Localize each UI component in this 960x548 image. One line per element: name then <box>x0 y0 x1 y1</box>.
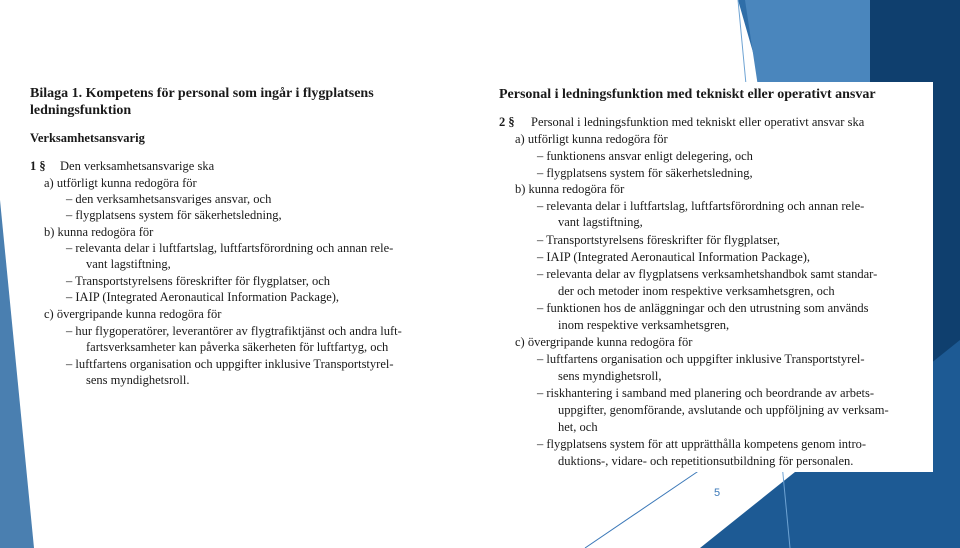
right-line: het, och <box>558 420 598 434</box>
right-line: duktions-, vidare- och repetitionsutbildning för personalen. <box>558 454 854 468</box>
page-number: 5 <box>714 487 721 499</box>
right-line: – relevanta delar i luftfartslag, luftfartsförordning och annan rele- <box>537 199 865 213</box>
right-line: – relevanta delar av flygplatsens verksamhetshandbok samt standar- <box>537 267 878 281</box>
right-line: a) utförligt kunna redogöra för <box>515 132 668 146</box>
left-line: – luftfartens organisation och uppgifter inklusive Transportstyrel- <box>66 357 394 371</box>
left-line: sens myndighetsroll. <box>86 373 190 387</box>
left-line: – flygplatsens system för säkerhetsledning, <box>66 208 282 222</box>
right-line: – Transportstyrelsens föreskrifter för flygplatser, <box>537 233 780 247</box>
left-line: b) kunna redogöra för <box>44 225 154 239</box>
right-paragraph-text: Personal i ledningsfunktion med tekniskt eller operativt ansvar ska <box>531 115 865 129</box>
right-line: sens myndighetsroll, <box>558 369 662 383</box>
right-line: uppgifter, genomförande, avslutande och uppföljning av verksam- <box>558 403 889 417</box>
left-line: vant lagstiftning, <box>86 257 171 271</box>
right-line: – funktionen hos de anläggningar och den utrustning som används <box>537 301 869 315</box>
right-paragraph-number: 2 § <box>499 115 515 129</box>
right-line: der och metoder inom respektive verksamhetsgren, och <box>558 284 835 298</box>
right-line: – funktionens ansvar enligt delegering, och <box>537 149 753 163</box>
left-line: – Transportstyrelsens föreskrifter för flygplatser, och <box>66 274 331 288</box>
left-title-line-1: Bilaga 1. Kompetens för personal som ingår i flygplatsens <box>30 86 374 101</box>
right-heading: Personal i ledningsfunktion med tekniskt eller operativt ansvar <box>499 87 876 102</box>
left-paragraph-number: 1 § <box>30 159 46 173</box>
right-line: – luftfartens organisation och uppgifter inklusive Transportstyrel- <box>537 352 865 366</box>
left-line: a) utförligt kunna redogöra för <box>44 176 197 190</box>
left-line: – hur flygoperatörer, leverantörer av flygtrafiktjänst och andra luft- <box>66 324 402 338</box>
right-line: – flygplatsens system för att upprätthålla kompetens genom intro- <box>537 437 867 451</box>
right-line: b) kunna redogöra för <box>515 182 625 196</box>
left-line: – IAIP (Integrated Aeronautical Information Package), <box>66 290 340 304</box>
left-line: c) övergripande kunna redogöra för <box>44 307 222 321</box>
right-line: – riskhantering i samband med planering och beordrande av arbets- <box>537 386 875 400</box>
left-line: fartsverksamheter kan påverka säkerheten för luftfartyg, och <box>86 340 389 354</box>
left-line: – relevanta delar i luftfartslag, luftfartsförordning och annan rele- <box>66 241 394 255</box>
left-sidebar-shape <box>0 200 34 548</box>
left-subheading: Verksamhetsansvarig <box>30 131 145 145</box>
left-line: – den verksamhetsansvariges ansvar, och <box>66 192 272 206</box>
right-line: – IAIP (Integrated Aeronautical Information Package), <box>537 250 811 264</box>
left-paragraph-text: Den verksamhetsansvarige ska <box>60 159 215 173</box>
right-line: vant lagstiftning, <box>558 215 643 229</box>
right-line: inom respektive verksamhetsgren, <box>558 318 730 332</box>
accent-line-bottom <box>585 470 700 548</box>
left-title-line-2: ledningsfunktion <box>30 103 132 118</box>
right-line: c) övergripande kunna redogöra för <box>515 335 693 349</box>
right-line: – flygplatsens system för säkerhetsledning, <box>537 166 753 180</box>
